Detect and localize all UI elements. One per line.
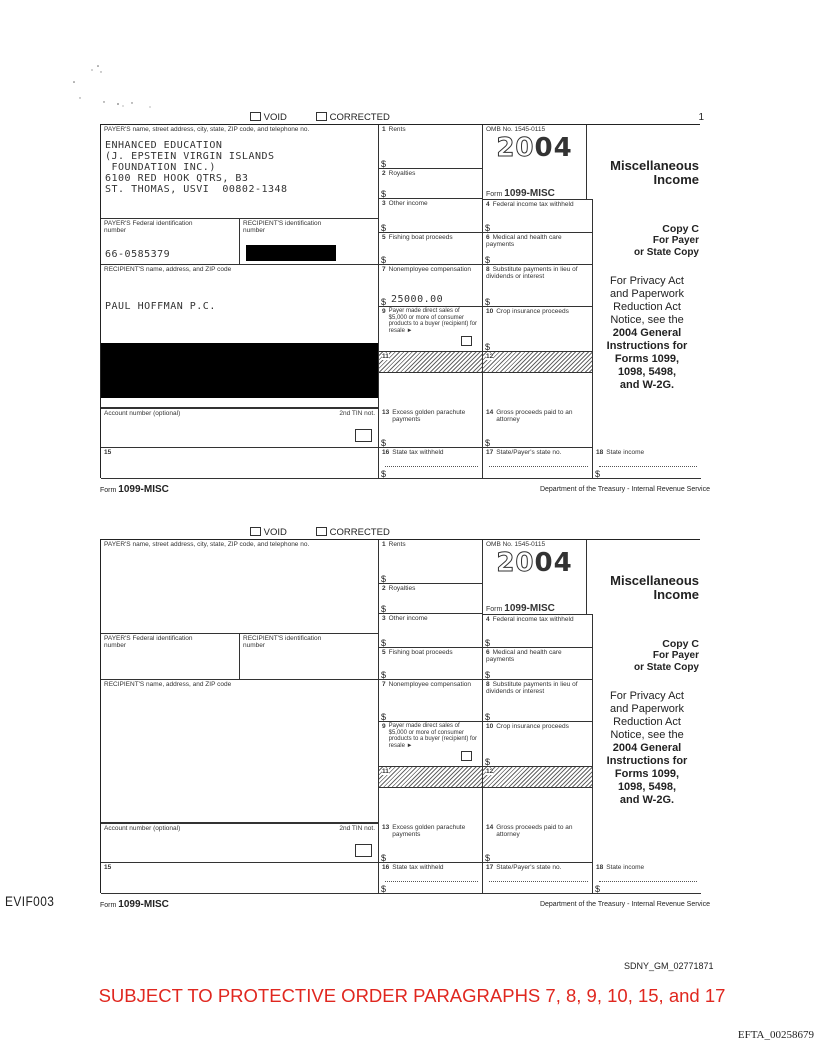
title-line: Income bbox=[653, 172, 699, 187]
box-6-medical[interactable]: 6 Medical and health care payments $ bbox=[483, 233, 593, 265]
footer-form-id bbox=[100, 484, 169, 495]
dollar-sign: $ bbox=[381, 853, 387, 863]
tin-label: 2nd TIN not. bbox=[339, 825, 375, 832]
account-number-box[interactable] bbox=[101, 408, 379, 448]
form-grid bbox=[100, 124, 700, 478]
dollar-sign: $ bbox=[381, 638, 387, 648]
dollar-sign: $ bbox=[381, 712, 387, 722]
dollar-sign: $ bbox=[381, 189, 387, 199]
year-thin: 20 bbox=[496, 133, 535, 163]
box-15[interactable] bbox=[101, 863, 379, 894]
privacy-line: 2004 General bbox=[612, 327, 682, 339]
footer-form-name: 1099-MISC bbox=[118, 484, 169, 495]
box-label: State income bbox=[606, 864, 645, 871]
box-12-hatched bbox=[483, 767, 593, 788]
dollar-sign: $ bbox=[381, 438, 387, 448]
box-15[interactable] bbox=[101, 448, 379, 479]
box-number: 11 bbox=[382, 768, 389, 775]
box-label: State/Payer's state no. bbox=[496, 449, 562, 456]
privacy-line: and W-2G. bbox=[619, 794, 675, 806]
form-title bbox=[591, 574, 699, 602]
privacy-line: and W-2G. bbox=[619, 379, 675, 391]
copy-title: Copy C bbox=[662, 638, 699, 650]
box-label: Crop insurance proceeds bbox=[496, 723, 569, 730]
box-18-state-income[interactable]: 18 State income $ bbox=[593, 863, 701, 894]
privacy-line: For Privacy Act bbox=[610, 275, 684, 287]
box-9-checkbox[interactable] bbox=[461, 751, 472, 761]
box-4-federal-tax[interactable]: 4 Federal income tax withheld $ bbox=[483, 199, 593, 233]
privacy-line: 1098, 5498, bbox=[617, 781, 677, 793]
dollar-sign: $ bbox=[485, 670, 491, 680]
payer-name-box bbox=[101, 125, 379, 219]
form-prefix: Form bbox=[486, 191, 503, 198]
recipient-id-label: RECIPIENT'S identification number bbox=[243, 220, 322, 234]
account-label: Account number (optional) bbox=[104, 825, 181, 832]
dollar-sign: $ bbox=[485, 297, 491, 307]
dollar-sign: $ bbox=[485, 223, 491, 233]
dollar-sign: $ bbox=[381, 884, 387, 894]
box-17-state-no[interactable]: 17 State/Payer's state no. bbox=[483, 448, 593, 479]
privacy-notice bbox=[595, 690, 699, 807]
title-line: Income bbox=[653, 587, 699, 602]
box-label: Other income bbox=[388, 200, 428, 207]
payer-label: PAYER'S name, street address, city, state, ZIP code, and telephone no. bbox=[104, 541, 310, 548]
dollar-sign: $ bbox=[381, 670, 387, 680]
box-label: State income bbox=[606, 449, 645, 456]
form-id bbox=[486, 605, 555, 613]
omb-year-box bbox=[483, 540, 587, 614]
recipient-name-box[interactable] bbox=[101, 265, 379, 408]
copy-c-block bbox=[593, 638, 699, 674]
box-3-other-income[interactable]: 3 Other income $ bbox=[379, 614, 483, 648]
payer-name-box[interactable] bbox=[101, 540, 379, 634]
form-prefix: Form bbox=[100, 487, 117, 494]
recipient-label: RECIPIENT'S name, address, and ZIP code bbox=[104, 681, 232, 688]
box-number: 12 bbox=[486, 353, 494, 360]
box-label: State/Payer's state no. bbox=[496, 864, 562, 871]
box-label: Substitute payments in lieu of dividends or interest bbox=[486, 681, 578, 695]
box-label: Payer made direct sales of $5,000 or more of consumer products to a buyer (recipient) for resale ► bbox=[388, 723, 477, 749]
box-label: State tax withheld bbox=[392, 449, 444, 456]
form-id bbox=[486, 190, 555, 198]
omb-year-box bbox=[483, 125, 587, 199]
box-number: 15 bbox=[104, 864, 112, 871]
box-label: Federal income tax withheld bbox=[492, 201, 574, 208]
dollar-sign: $ bbox=[485, 712, 491, 722]
omb-number: OMB No. 1545-0115 bbox=[486, 126, 546, 133]
box-3-other-income[interactable]: 3 Other income $ bbox=[379, 199, 483, 233]
box-label: Crop insurance proceeds bbox=[496, 308, 569, 315]
tin-checkbox[interactable] bbox=[355, 429, 372, 442]
payer-line: ST. THOMAS, USVI 00802-1348 bbox=[105, 184, 288, 195]
omb-number: OMB No. 1545-0115 bbox=[486, 541, 546, 548]
payer-line: FOUNDATION INC.) bbox=[105, 162, 216, 173]
year-thin: 20 bbox=[496, 548, 535, 578]
dollar-sign: $ bbox=[381, 469, 387, 479]
box-label: Medical and health care payments bbox=[486, 234, 562, 248]
box-label: Rents bbox=[388, 541, 406, 548]
box-number: 12 bbox=[486, 768, 494, 775]
dollar-sign: $ bbox=[485, 757, 491, 767]
redaction-bar bbox=[101, 343, 378, 398]
copy-sub: For Payer bbox=[652, 650, 699, 661]
form-prefix: Form bbox=[486, 606, 503, 613]
recipient-id-box[interactable] bbox=[240, 219, 379, 265]
box-9-direct-sales[interactable]: 9 Payer made direct sales of $5,000 or more of consumer products to a buyer (recipient) for resale ► bbox=[379, 722, 483, 767]
box-16-state-tax[interactable]: 16 State tax withheld $ bbox=[379, 863, 483, 894]
title-line: Miscellaneous bbox=[610, 573, 699, 588]
form-header bbox=[100, 527, 700, 539]
copy-sub: or State Copy bbox=[633, 247, 699, 258]
bates-number-bottom: EFTA_00258679 bbox=[737, 1029, 814, 1041]
box-7-nonemployee-comp[interactable]: 7 Nonemployee compensation $ 25000.00 bbox=[379, 265, 483, 307]
box-16-state-tax[interactable]: 16 State tax withheld $ bbox=[379, 448, 483, 479]
payer-fid-label: PAYER'S Federal identification number bbox=[104, 635, 193, 649]
box-2-royalties[interactable]: 2 Royalties $ bbox=[379, 169, 483, 199]
recipient-id-label: RECIPIENT'S identification number bbox=[243, 635, 322, 649]
page-mark: 1 bbox=[698, 112, 704, 123]
box-17-state-no[interactable]: 17 State/Payer's state no. bbox=[483, 863, 593, 894]
privacy-line: Notice, see the bbox=[610, 729, 684, 741]
box-11-hatched bbox=[379, 352, 483, 373]
privacy-line: 2004 General bbox=[612, 742, 682, 754]
form-prefix: Form bbox=[100, 902, 117, 909]
dollar-sign: $ bbox=[381, 604, 387, 614]
form-1099-filled bbox=[100, 112, 710, 495]
box-label: Royalties bbox=[388, 170, 416, 177]
box-label: Fishing boat proceeds bbox=[388, 234, 453, 241]
box-1-rents[interactable]: 1 Rents $ bbox=[379, 540, 483, 584]
box-8-substitute-payments[interactable]: 8 Substitute payments in lieu of dividends or interest $ bbox=[483, 265, 593, 307]
tin-checkbox[interactable] bbox=[355, 844, 372, 857]
corrected-checkbox[interactable] bbox=[316, 112, 390, 123]
form-header bbox=[100, 112, 704, 124]
void-checkbox[interactable] bbox=[250, 112, 287, 123]
dollar-sign: $ bbox=[485, 438, 491, 448]
protective-order-notice: SUBJECT TO PROTECTIVE ORDER PARAGRAPHS 7, 8, 9, 10, 15, and 17 bbox=[98, 985, 726, 1006]
title-line: Miscellaneous bbox=[610, 158, 699, 173]
privacy-line: and Paperwork bbox=[610, 288, 684, 300]
recipient-name-value: PAUL HOFFMAN P.C. bbox=[105, 301, 216, 312]
payer-fid-box[interactable] bbox=[101, 219, 240, 265]
box-9-checkbox[interactable] bbox=[461, 336, 472, 346]
tax-year bbox=[486, 133, 583, 163]
box-12-hatched bbox=[483, 352, 593, 373]
form-1099-blank bbox=[100, 527, 710, 910]
box-7-nonemployee-comp[interactable]: 7 Nonemployee compensation $ bbox=[379, 680, 483, 722]
tin-label: 2nd TIN not. bbox=[339, 410, 375, 417]
box-label: Nonemployee compensation bbox=[388, 266, 472, 273]
box-label: Substitute payments in lieu of dividends or interest bbox=[486, 266, 578, 280]
box-number: 11 bbox=[382, 353, 389, 360]
box-label: Nonemployee compensation bbox=[388, 681, 472, 688]
dollar-sign: $ bbox=[381, 574, 387, 584]
box-13-golden-parachute[interactable]: 13 Excess golden parachute payments $ bbox=[379, 373, 483, 448]
box-label: Rents bbox=[388, 126, 406, 133]
box-7-value: 25000.00 bbox=[391, 294, 444, 305]
box-label: Fishing boat proceeds bbox=[388, 649, 453, 656]
copy-c-block bbox=[593, 223, 699, 259]
box-5-fishing-boat[interactable]: 5 Fishing boat proceeds $ bbox=[379, 233, 483, 265]
corrected-label: CORRECTED bbox=[329, 527, 390, 538]
payer-fid-box[interactable] bbox=[101, 634, 240, 680]
copy-sub: or State Copy bbox=[633, 662, 699, 673]
form-name: 1099-MISC bbox=[504, 603, 555, 614]
dollar-sign: $ bbox=[485, 638, 491, 648]
year-bold: 04 bbox=[534, 133, 573, 163]
account-number-box[interactable] bbox=[101, 823, 379, 863]
form-name: 1099-MISC bbox=[504, 188, 555, 199]
privacy-line: Forms 1099, bbox=[614, 768, 680, 780]
evidence-stamp: EVIF003 bbox=[5, 893, 55, 909]
form-title bbox=[591, 159, 699, 187]
corrected-checkbox[interactable] bbox=[316, 527, 390, 538]
dollar-sign: $ bbox=[595, 469, 601, 479]
box-14-attorney[interactable]: 14 Gross proceeds paid to an attorney $ bbox=[483, 373, 593, 448]
void-label: VOID bbox=[263, 527, 287, 538]
box-2-royalties[interactable]: 2 Royalties $ bbox=[379, 584, 483, 614]
account-label: Account number (optional) bbox=[104, 410, 181, 417]
box-label: Other income bbox=[388, 615, 428, 622]
box-label: Federal income tax withheld bbox=[492, 616, 574, 623]
box-18-state-income[interactable]: 18 State income $ bbox=[593, 448, 701, 479]
form-grid bbox=[100, 539, 700, 893]
privacy-line: 1098, 5498, bbox=[617, 366, 677, 378]
privacy-line: Reduction Act bbox=[613, 716, 681, 728]
corrected-label: CORRECTED bbox=[329, 112, 390, 123]
dollar-sign: $ bbox=[595, 884, 601, 894]
box-label: Royalties bbox=[388, 585, 416, 592]
void-label: VOID bbox=[263, 112, 287, 123]
payer-line: (J. EPSTEIN VIRGIN ISLANDS bbox=[105, 151, 275, 162]
box-10-crop-insurance[interactable]: 10 Crop insurance proceeds $ bbox=[483, 722, 593, 767]
recipient-id-box[interactable] bbox=[240, 634, 379, 680]
tax-year bbox=[486, 548, 583, 578]
year-bold: 04 bbox=[534, 548, 573, 578]
payer-label: PAYER'S name, street address, city, state, ZIP code, and telephone no. bbox=[104, 126, 310, 133]
footer-form-name: 1099-MISC bbox=[118, 899, 169, 910]
payer-address bbox=[105, 140, 288, 195]
box-8-substitute-payments[interactable]: 8 Substitute payments in lieu of dividends or interest $ bbox=[483, 680, 593, 722]
scan-specks bbox=[70, 60, 210, 120]
box-label: Excess golden parachute payments bbox=[392, 409, 466, 423]
box-13-golden-parachute[interactable]: 13 Excess golden parachute payments $ bbox=[379, 788, 483, 863]
copy-title: Copy C bbox=[662, 223, 699, 235]
dollar-sign: $ bbox=[381, 159, 387, 169]
box-label: Medical and health care payments bbox=[486, 649, 562, 663]
payer-fid-label: PAYER'S Federal identification number bbox=[104, 220, 193, 234]
box-label: Gross proceeds paid to an attorney bbox=[496, 409, 573, 423]
box-label: Payer made direct sales of $5,000 or more of consumer products to a buyer (recipient) for resale ► bbox=[388, 308, 477, 334]
footer-agency: Department of the Treasury - Internal Revenue Service bbox=[539, 486, 710, 493]
box-4-federal-tax[interactable]: 4 Federal income tax withheld $ bbox=[483, 614, 593, 648]
recipient-label: RECIPIENT'S name, address, and ZIP code bbox=[104, 266, 232, 273]
box-1-rents[interactable]: 1 Rents $ bbox=[379, 125, 483, 169]
box-label: Gross proceeds paid to an attorney bbox=[496, 824, 573, 838]
payer-line: 6100 RED HOOK QTRS, B3 bbox=[105, 173, 249, 184]
payer-line: ENHANCED EDUCATION bbox=[105, 140, 223, 151]
box-11-hatched bbox=[379, 767, 483, 788]
privacy-line: Instructions for bbox=[606, 755, 688, 767]
recipient-name-box[interactable] bbox=[101, 680, 379, 823]
box-9-direct-sales[interactable]: 9 Payer made direct sales of $5,000 or more of consumer products to a buyer (recipient) for resale ► bbox=[379, 307, 483, 352]
void-checkbox[interactable] bbox=[250, 527, 287, 538]
privacy-notice bbox=[595, 275, 699, 392]
footer-form-id bbox=[100, 899, 169, 910]
box-14-attorney[interactable]: 14 Gross proceeds paid to an attorney $ bbox=[483, 788, 593, 863]
box-10-crop-insurance[interactable]: 10 Crop insurance proceeds $ bbox=[483, 307, 593, 352]
dollar-sign: $ bbox=[485, 853, 491, 863]
box-5-fishing-boat[interactable]: 5 Fishing boat proceeds $ bbox=[379, 648, 483, 680]
privacy-line: Notice, see the bbox=[610, 314, 684, 326]
box-number: 15 bbox=[104, 449, 112, 456]
privacy-line: Instructions for bbox=[606, 340, 688, 352]
privacy-line: Forms 1099, bbox=[614, 353, 680, 365]
privacy-line: For Privacy Act bbox=[610, 690, 684, 702]
payer-fid-value: 66-0585379 bbox=[105, 249, 171, 260]
dollar-sign: $ bbox=[381, 223, 387, 233]
dollar-sign: $ bbox=[485, 255, 491, 265]
dollar-sign: $ bbox=[381, 297, 387, 307]
box-label: Excess golden parachute payments bbox=[392, 824, 466, 838]
box-label: State tax withheld bbox=[392, 864, 444, 871]
copy-sub: For Payer bbox=[652, 235, 699, 246]
bates-number-top: SDNY_GM_02771871 bbox=[624, 961, 714, 971]
redaction-bar bbox=[246, 245, 336, 261]
privacy-line: and Paperwork bbox=[610, 703, 684, 715]
dollar-sign: $ bbox=[381, 255, 387, 265]
box-6-medical[interactable]: 6 Medical and health care payments $ bbox=[483, 648, 593, 680]
privacy-line: Reduction Act bbox=[613, 301, 681, 313]
footer-agency: Department of the Treasury - Internal Revenue Service bbox=[539, 901, 710, 908]
dollar-sign: $ bbox=[485, 342, 491, 352]
